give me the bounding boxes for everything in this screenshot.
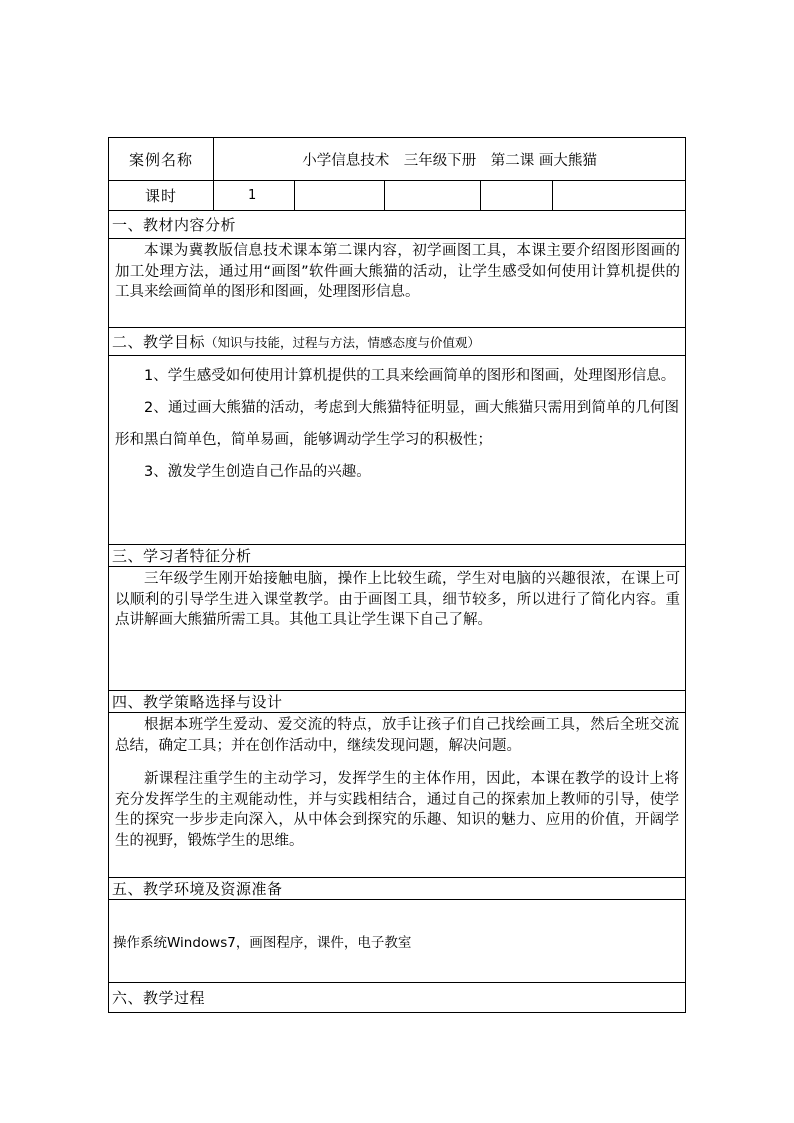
section-5-body-row	[109, 900, 686, 983]
section-2-heading	[109, 328, 686, 356]
section-2-header-row	[109, 328, 686, 356]
section-4-header-row	[109, 691, 686, 713]
section-4-title: 四、教学策略选择与设计	[109, 691, 686, 713]
blank-cell	[481, 181, 553, 211]
section-5-body: 操作系统Windows7，画图程序，课件，电子教室	[109, 900, 686, 983]
section-1-title: 一、教材内容分析	[109, 211, 686, 239]
blank-cell	[553, 181, 686, 211]
section-1-header-row	[109, 211, 686, 239]
goal-item: 3、激发学生创造自己作品的兴趣。	[144, 464, 371, 480]
case-name-label: 案例名称	[109, 138, 214, 181]
blank-cell	[385, 181, 481, 211]
period-value: 1	[214, 181, 295, 211]
section-3-body: 三年级学生刚开始接触电脑，操作上比较生疏，学生对电脑的兴趣很浓，在课上可以顺利的引导学生进入课堂教学。由于画图工具，细节较多，所以进行了简化内容。重点讲解画大熊猫所需工具。其他工具让学生课下自己了解。	[109, 567, 686, 691]
section-1-body: 本课为冀教版信息技术课本第二课内容，初学画图工具，本课主要介绍图形图画的加工处理方法，通过用“画图”软件画大熊猫的活动，让学生感受如何使用计算机提供的工具来绘画简单的图形和图画，处理图形信息。	[109, 239, 686, 328]
section-1-body-row	[109, 239, 686, 328]
blank-cell	[295, 181, 385, 211]
section-4-body	[109, 713, 686, 878]
section-3-title: 三、学习者特征分析	[109, 545, 686, 567]
period-row	[109, 181, 686, 211]
lesson-plan-table	[108, 137, 686, 1013]
section-5-title: 五、教学环境及资源准备	[109, 878, 686, 900]
section-6-header-row	[109, 983, 686, 1013]
goal-item: 2、通过画大熊猫的活动，考虑到大熊猫特征明显，画大熊猫只需用到简单的几何图形和黑白简单色，简单易画，能够调动学生学习的积极性；	[115, 400, 680, 448]
goal-item: 1、学生感受如何使用计算机提供的工具来绘画简单的图形和图画，处理图形信息。	[144, 368, 676, 384]
section-3-header-row	[109, 545, 686, 567]
section-6-title: 六、教学过程	[109, 983, 686, 1013]
case-title: 小学信息技术 三年级下册 第二课 画大熊猫	[214, 138, 686, 181]
case-name-row	[109, 138, 686, 181]
section-2-note: （知识与技能，过程与方法，情感态度与价值观）	[205, 335, 481, 350]
section-2-title: 二、教学目标	[112, 333, 206, 351]
section-4-body-row	[109, 713, 686, 878]
section-2-body-row	[109, 356, 686, 545]
strategy-paragraph: 新课程注重学生的主动学习，发挥学生的主体作用，因此，本课在教学的设计上将充分发挥学生的主观能动性，并与实践相结合，通过自己的探索加上教师的引导，使学生的探究一步步走向深入，从中体会到探究的乐趣、知识的魅力、应用的价值，开阔学生的视野，锻炼学生的思维。	[115, 771, 680, 849]
section-3-body-row	[109, 567, 686, 691]
section-2-goals	[109, 356, 686, 545]
period-label: 课时	[109, 181, 214, 211]
strategy-paragraph: 根据本班学生爱动、爱交流的特点，放手让孩子们自己找绘画工具，然后全班交流总结，确定工具；并在创作活动中，继续发现问题，解决问题。	[115, 717, 680, 754]
section-5-header-row	[109, 878, 686, 900]
